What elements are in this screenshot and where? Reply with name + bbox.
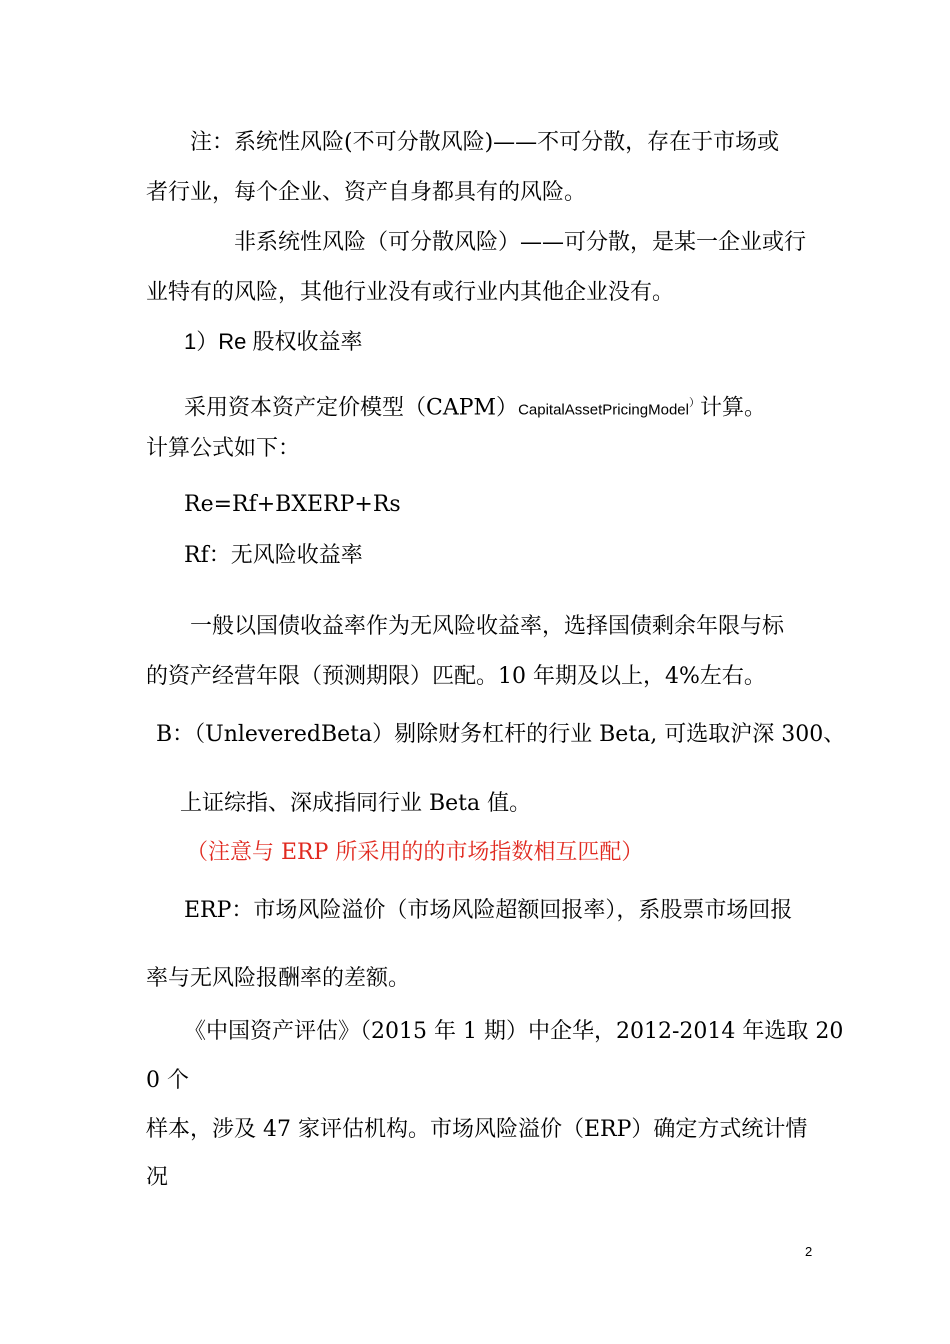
note-systematic-risk-line1: 注：系统性风险(不可分散风险)——不可分散，存在于市场或: [190, 130, 780, 155]
rf-description-line2: 的资产经营年限（预测期限）匹配。10 年期及以上，4%左右。: [146, 664, 766, 689]
beta-line1: B：（UnleveredBeta）剔除财务杠杆的行业 Beta, 可选取沪深 300、: [156, 722, 846, 747]
source-line3: 样本，涉及 47 家评估机构。市场风险溢价（ERP）确定方式统计情: [146, 1117, 808, 1142]
formula-intro: 计算公式如下：: [146, 436, 301, 461]
erp-line1: ERP：市场风险溢价（市场风险超额回报率），系股票市场回报: [184, 898, 793, 923]
re-heading: 1）Re 股权收益率: [184, 329, 363, 354]
erp-line2: 率与无风险报酬率的差额。: [146, 966, 411, 991]
source-line1: 《中国资产评估》（2015 年 1 期）中企华，2012-2014 年选取 20: [184, 1019, 844, 1044]
note-unsystematic-risk-line2: 业特有的风险，其他行业没有或行业内其他企业没有。: [146, 280, 675, 305]
capm-sup: ）: [688, 397, 700, 409]
rf-description-line1: 一般以国债收益率作为无风险收益率，选择国债剩余年限与标: [190, 614, 785, 639]
note-unsystematic-risk-line1: 非系统性风险（可分散风险）——可分散，是某一企业或行: [234, 230, 807, 255]
note-systematic-risk-line2: 者行业，每个企业、资产自身都具有的风险。: [146, 180, 587, 205]
erp-match-note: （注意与 ERP 所采用的的市场指数相互匹配）: [186, 840, 644, 865]
capm-model-name: CapitalAssetPricingModel: [518, 401, 689, 419]
formula: Re=Rf+BXERP+Rs: [184, 492, 401, 517]
rf-label: Rf：无风险收益率: [184, 543, 363, 568]
capm-line: [184, 388, 766, 425]
beta-line2: 上证综指、深成指同行业 Beta 值。: [180, 791, 532, 816]
capm-calc: 计算。: [699, 395, 766, 421]
page-number: 2: [805, 1244, 813, 1259]
capm-text: 采用资本资产定价模型（CAPM）: [184, 395, 519, 421]
source-line2: 0 个: [146, 1068, 189, 1093]
source-line4: 况: [146, 1165, 169, 1190]
